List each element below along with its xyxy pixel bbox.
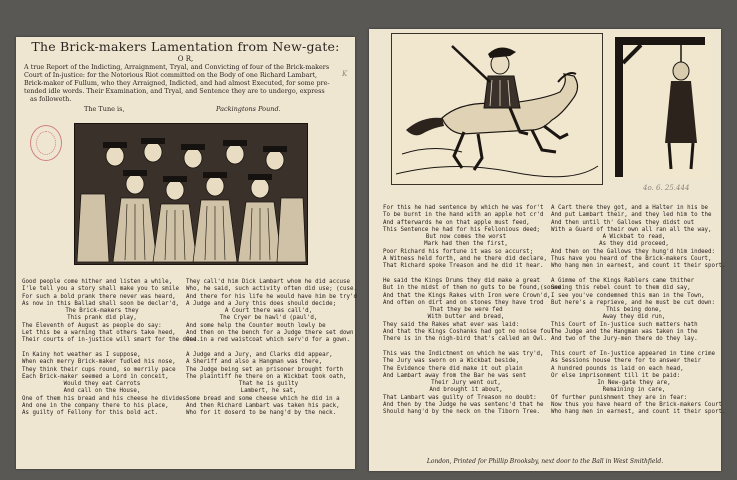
- verse-line: For such a bold prank there never was heard,: [22, 293, 176, 300]
- verse-line: One of them his bread and his cheese he divides: [22, 395, 187, 402]
- verse-line: A Judge and a Jury this does should decide;: [186, 300, 337, 307]
- tune-label: The Tune is,: [84, 105, 125, 113]
- pencil-mark: K: [342, 70, 348, 78]
- verse-line: But here's a reprieve, and he must be cut down:: [551, 299, 716, 306]
- verse-line: A Judge and a Jury, and Clarks did appear,: [186, 351, 333, 358]
- verse-line: As now in this Ballad shall soon be declar'd,: [22, 300, 180, 307]
- verse-line: The Evidence there did make it out plain: [383, 365, 523, 372]
- verse-column-left: [22, 279, 200, 418]
- verse-column-right: [186, 279, 358, 418]
- verse-line: Let this be a warning that others take heed,: [22, 330, 176, 337]
- verse-line: That he is guilty: [238, 381, 299, 388]
- verse-line: And then on the Gallows they hung'd him indeed:: [551, 248, 716, 255]
- verse-line: I see you've condemned this man in the Town,: [551, 292, 705, 299]
- verse-line: Good people come hither and listen a while,: [22, 279, 173, 285]
- verse-line: And some help the Counter mouth lowly be: [186, 322, 326, 329]
- ballad-title: The Brick-makers Lamentation from New-gate:: [31, 39, 340, 54]
- verse-line: The Cryer be hawl'd (paul'd,: [219, 315, 318, 322]
- right-broadside-sheet: [369, 29, 726, 471]
- verse-line: A Sheriff and also a Hangman was there,: [186, 359, 323, 366]
- verse-line: The plaintiff he there on a Wickbat took oath,: [186, 373, 347, 380]
- verse-line: Lambert, he sat,: [240, 388, 297, 395]
- verse-line: Some bread and some cheese which he did in a: [186, 395, 340, 402]
- crowd-woodcut-image: [74, 123, 308, 265]
- verse-line: The Jury was sworn on a Wickbat beside,: [383, 358, 520, 365]
- verse-line: This Court of In-justice such matters hath: [551, 321, 698, 328]
- intro-line: tended idle words. Their Examination, and Tryal, and Sentence they are to undergo, express: [24, 87, 325, 96]
- intro-line: Court of In-justice: for the Notorious Riot committed on the Body of one Richard Lambart,: [24, 71, 318, 80]
- verse-line: And call on the House,: [63, 388, 141, 395]
- verse-line: Each Brick-maker seemed a Lord in conceit,: [22, 373, 169, 380]
- verse-line: This being done,: [606, 307, 662, 314]
- verse-line: Poor Richard his fortune it was so accurst;: [383, 248, 534, 255]
- verse-line: This prank did play,: [67, 315, 137, 322]
- verse-line: And one in the company there to his place,: [22, 403, 169, 410]
- verse-line: Remaining in care,: [602, 387, 666, 394]
- verse-line: A Wickbat to read,: [602, 234, 666, 241]
- verse-line: A Court there was call'd,: [224, 308, 313, 315]
- verse-line: A hundred pounds is laid on each head,: [551, 365, 684, 372]
- verse-line: This was the Indictment on which he was try'd,: [383, 350, 544, 357]
- verse-line: That Lambart was guilty of Treason no doubt:: [383, 394, 537, 401]
- verse-line: Should hang'd by the neck on the Tiborn Tree.: [383, 409, 541, 416]
- verse-line: There is in the nigh-bird that's called an Owl.: [383, 336, 548, 343]
- verse-line: As Sessions house there for to answer their: [551, 358, 702, 365]
- verse-line: Who hang men in earnest, and count it their sport.: [551, 409, 726, 416]
- verse-line: That they be were fed: [429, 307, 503, 314]
- verse-line: Seeing this rebel count to them did say,: [551, 285, 691, 292]
- left-broadside-sheet: [16, 37, 358, 469]
- verse-line: [551, 271, 717, 278]
- verse-column-left: [383, 205, 561, 417]
- verse-line: [383, 344, 549, 351]
- verse-line: And put Lambart their, and they led him to the: [551, 212, 712, 219]
- verse-line: And then on the bench for a Judge there set down: [186, 330, 354, 337]
- verse-line: This court of In-justice appeared in time crime: [551, 350, 716, 357]
- gallows-woodcut-image: [611, 33, 711, 179]
- verse-line: They said the Rakes what ever was laid:: [383, 321, 520, 328]
- verse-line: Who, he said, such activity often did use; (cuse.: [186, 286, 358, 293]
- verse-line: With butter and bread,: [427, 314, 505, 321]
- verse-line: And often on dirt and on stones they have trod: [383, 299, 544, 306]
- verse-line: The Brick-makers they: [65, 308, 139, 315]
- verse-line: They think their cups round, so merrily pace: [22, 366, 176, 373]
- verse-line: Their courts of in-justice will smart for the deed.: [22, 337, 200, 344]
- verse-line: Who hang men in earnest, and count it their sport.: [551, 263, 726, 270]
- verse-line: The Judge being set an prisoner brought forth: [186, 366, 344, 373]
- pencil-shelfmark: 4o. 6. 25.444: [643, 184, 690, 192]
- verse-line: Or else imprisonment till it be paid:: [551, 372, 681, 379]
- verse-line: I'le tell you a story shall make you to smile: [22, 286, 180, 293]
- verse-line: Mark had then the first,: [424, 241, 508, 248]
- verse-line: With a Guard of their own all ran all the way,: [551, 226, 712, 233]
- verse-line: As they did proceed,: [599, 241, 669, 248]
- verse-line: For this he had sentence by which he was for't: [383, 205, 544, 211]
- verse-line: Who for it doserd to be hang'd by the neck.: [186, 410, 337, 417]
- verse-line: And there for his life he would have him be try'd: [186, 293, 358, 300]
- intro-line: A true Report of the Indicting, Arraignment, Tryal, and Convicting of four of the Brick-makers: [24, 63, 330, 71]
- verse-line: Of further punishment they are in fear:: [551, 394, 688, 401]
- verse-line: And two of the Jury-men there do they lay.: [551, 336, 698, 343]
- verse-line: [22, 345, 182, 352]
- verse-line: The Judge and the Hangman was taken in the: [551, 329, 698, 336]
- verse-line: But in the midst of them no guts to be found,(sound: [383, 285, 561, 292]
- verse-line: A Cart there they got, and a Halter in his be: [551, 205, 709, 211]
- ballad-intro: [24, 63, 347, 103]
- title-or: O R,: [177, 55, 194, 63]
- verse-line: Thus have you heard of the Brick-makers Court,: [551, 256, 712, 263]
- verse-line: As guilty of Fellony for this bold act.: [22, 410, 159, 417]
- verse-line: Their Jury went out,: [431, 380, 501, 387]
- verse-line: And then by the Judge he was sentenc'd that he: [383, 402, 544, 409]
- verse-line: And afterwards he on that apple must feed,: [383, 219, 530, 226]
- verse-line: Would they eat Carrots: [63, 381, 141, 388]
- verse-line: The Eleventh of August as people do say:: [22, 322, 162, 329]
- verse-line: This Sentence he had for his Fellonious deed;: [383, 226, 541, 233]
- library-stamp-icon: [30, 125, 62, 161]
- verse-line: Away they did run,: [602, 314, 666, 321]
- verse-line: In Kainy hot weather as I suppose,: [22, 351, 141, 358]
- verse-column-right: [551, 205, 726, 417]
- verse-line: And Lambart away from the Bar he was sent: [383, 372, 527, 379]
- verse-line: And then until th' Gallows they didst out: [551, 219, 695, 226]
- verse-line: [551, 344, 717, 351]
- verse-line: When each merry Brick-maker fudled his nose,: [22, 359, 176, 366]
- verse-line: And brought it about,: [429, 387, 503, 394]
- intro-line: as followeth.: [30, 95, 72, 104]
- verse-line: A Gimme of the Kings Rablers came thither: [551, 277, 695, 284]
- verse-line: [186, 345, 351, 352]
- intro-line: Brick-maker of Fullum, who they Arraigned, Indicted, and had almost Executed, for some pre-: [24, 79, 330, 88]
- verse-line: One in a red waistcoat which serv'd for a gown.: [186, 337, 351, 344]
- verse-line: A Witness held forth, and he there did declare,: [383, 256, 548, 263]
- verse-line: And then Richard Lambart was taken his pack,: [186, 403, 340, 410]
- verse-line: To be burnt in the hand with an apple hot cr'd: [383, 212, 544, 219]
- verse-line: Now thus you have heard of the Brick-makers Court: [551, 402, 723, 409]
- verse-line: That Richard spoke Treason and he did it hear.: [383, 263, 544, 270]
- verse-line: But now comes the worst: [425, 234, 507, 241]
- verse-line: They call'd him Dick Lambart whom he did accuse: [186, 279, 351, 285]
- verse-line: [383, 271, 549, 278]
- horseman-woodcut-image: [391, 33, 603, 185]
- verse-line: And that the Kings Coshanks had got no noise foul: [383, 329, 555, 336]
- verse-line: He said the Kings Drums they did make a great: [383, 277, 541, 284]
- printer-imprint: London, Printed for Phillip Brooksby, next door to the Ball in West Smithfield.: [426, 458, 664, 465]
- tune-name: Packingtons Pound.: [216, 105, 281, 113]
- verse-line: And that the Kings Rakes with Iron were Crown'd,: [383, 292, 551, 299]
- verse-line: In New-gate they are,: [597, 380, 671, 387]
